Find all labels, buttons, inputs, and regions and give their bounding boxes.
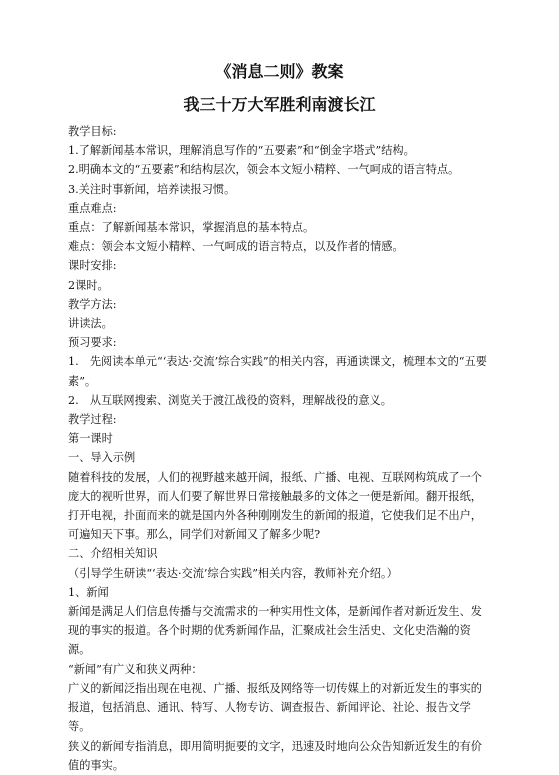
section-heading-preview: 预习要求: xyxy=(68,336,117,350)
document-title: 《消息二则》教案 xyxy=(215,62,344,81)
document-subtitle: 我三十万大军胜利南渡长江 xyxy=(183,95,376,114)
objective-item: 3.关注时事新闻，培养读报习惯。 xyxy=(68,182,236,196)
preview-item: 1. 先阅读本单元“‘表达·交流’综合实践”的相关内容，再通读课文，梳理本文的“五要素”。 xyxy=(68,355,487,388)
preview-item: 2. 从互联网搜索、浏览关于渡江战役的资料，理解战役的意义。 xyxy=(68,393,392,407)
intro-paragraph: 随着科技的发展，人们的视野越来越开阔，报纸、广播、电视、互联网构筑成了一个庞大的视听世界，而人们要了解世界日常接触最多的文体之一便是新闻。翻开报纸，打开电视，扑面而来的就是国内外各种刚刚发生的新闻的报道，它使我们足不出户，可遍知天下事。那么，同学们对新闻又了解多少呢? xyxy=(68,470,482,542)
objective-item: 1.了解新闻基本常识，理解消息写作的“五要素”和“倒金字塔式”结构。 xyxy=(68,144,415,158)
difficult-point: 难点：领会本文短小精粹、一气呵成的语言特点，以及作者的情感。 xyxy=(68,240,404,254)
lesson-heading: 第一课时 xyxy=(68,432,113,446)
section-heading-schedule: 课时安排: xyxy=(68,259,117,273)
document-body xyxy=(68,122,492,775)
key-point: 重点：了解新闻基本常识，掌握消息的基本特点。 xyxy=(68,221,315,235)
step-heading-intro: 一、导入示例 xyxy=(68,451,136,465)
section-heading-objectives: 教学目标: xyxy=(68,125,117,138)
section-heading-process: 教学过程: xyxy=(68,413,117,427)
knowledge-note: （引导学生研读“‘表达·交流’综合实践”相关内容，教师补充介绍。） xyxy=(68,566,398,580)
section-heading-method: 教学方法: xyxy=(68,297,117,311)
news-definition-paragraph: 新闻是满足人们信息传播与交流需求的一种实用性文体，是新闻作者对新近发生、发现的事实的报道。各个时期的优秀新闻作品，汇聚成社会生活史、文化史浩瀚的资源。 xyxy=(68,605,482,657)
section-heading-key-points: 重点难点: xyxy=(68,201,117,215)
method-text: 讲读法。 xyxy=(68,317,113,331)
subheading-news: 1、新闻 xyxy=(68,585,109,599)
broad-news-paragraph: 广义的新闻泛指出现在电视、广播、报纸及网络等一切传媒上的对新近发生的事实的报道，包括消息、通讯、特写、人物专访、调查报告、新闻评论、社论、报告文学等。 xyxy=(68,681,482,734)
narrow-news-paragraph: 狭义的新闻专指消息，即用简明扼要的文字，迅速及时地向公众告知新近发生的有价值的事实。 xyxy=(68,739,482,772)
schedule-text: 2课时。 xyxy=(68,278,109,292)
news-types-heading: “新闻”有广义和狭义两种： xyxy=(68,662,203,676)
step-heading-knowledge: 二、介绍相关知识 xyxy=(68,547,158,561)
objective-item: 2.明确本文的“五要素”和结构层次，领会本文短小精粹、一气呵成的语言特点。 xyxy=(68,163,460,177)
